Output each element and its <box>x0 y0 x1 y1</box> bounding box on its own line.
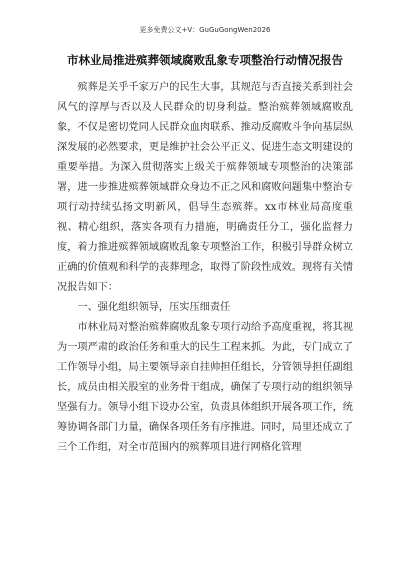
section-heading: 一、强化组织领导，压实压细责任 <box>77 302 231 313</box>
document-body <box>57 78 353 458</box>
intro-paragraph: 殡葬是关乎千家万户的民生大事，其规范与否直接关系到社会风气的淳厚与否以及人民群众的切身利益。整治殡葬领域腐败乱象，不仅是密切党同人民群众血肉联系、推动反腐败斗争向基层纵深发展的必然要求，更是维护社会公平正义、促进生态文明建设的重要举措。为深入贯彻落实上级关于殡葬领域专项整治的决策部署，进一步推进殡葬领域群众身边不正之风和腐败问题集中整治专项行动持续弘扬文明新风，倡导生态殡葬。xx市林业局高度重视、精心组织，落实各项有力措施，明确责任分工，强化监督力度，着力推进殡葬领域腐败乱象专项整治工作，积极引导群众树立正确的价值观和科学的丧葬理念，取得了阶段性成效。现将有关情况报告如下： <box>57 82 353 293</box>
header-note: 更多免费公文+V：GuGuGongWen2026 <box>139 26 271 34</box>
section-paragraph: 市林业局对整治殡葬腐败乱象专项行动给予高度重视，将其视为一项严肃的政治任务和重大的民生工程来抓。为此，专门成立了工作领导小组，局主要领导亲自挂帅担任组长，分管领导担任副组长，成员由相关股室的业务骨干组成，确保了专项行动的组织领导坚强有力。领导小组下设办公室，负责具体组织开展各项工作，统筹协调各部门力量，确保各项任务有序推进。同时，局里还成立了三个工作组，对全市范围内的殡葬项目进行网格化管理 <box>57 322 353 453</box>
document-title: 市林业局推进殡葬领域腐败乱象专项整治行动情况报告 <box>67 53 343 67</box>
